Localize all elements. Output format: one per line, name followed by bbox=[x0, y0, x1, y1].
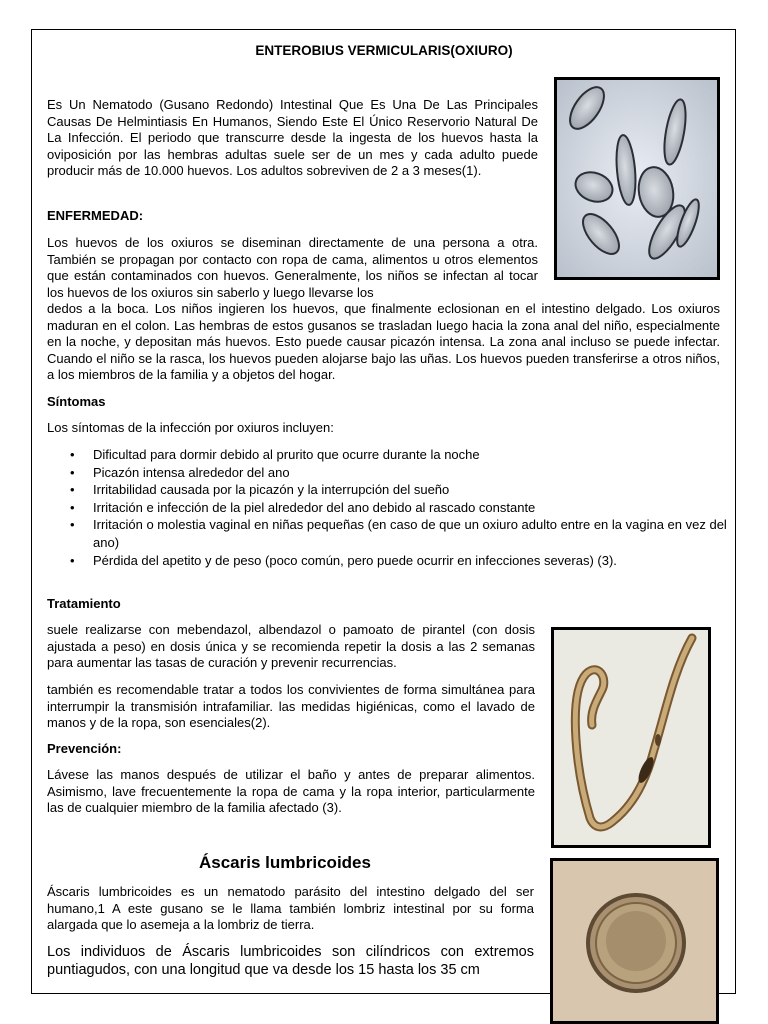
enfermedad-heading: ENFERMEDAD: bbox=[47, 208, 144, 223]
enfermedad-paragraph-top: Los huevos de los oxiuros se diseminan directamente de una persona a otra. También se propagan por contacto con ropa de cama, alimentos u otros elementos que están contaminados con huevos. Generalmente, los niños se infectan al tocar los huevos de los oxiuros sin saberlo y luego llevarse los bbox=[47, 235, 538, 300]
tratamiento-paragraph-2: también es recomendable tratar a todos los convivientes de forma simultánea para interrumpir la transmisión intrafamiliar. las medidas higiénicas, como el lavado de manos y de la ropa, son esenciales(2). bbox=[47, 682, 535, 730]
sintomas-intro: Los síntomas de la infección por oxiuros incluyen: bbox=[47, 420, 334, 435]
ascaris-egg-drawing bbox=[553, 861, 716, 1024]
sintomas-list bbox=[47, 446, 727, 569]
intro-paragraph: Es Un Nematodo (Gusano Redondo) Intestinal Que Es Una De Las Principales Causas De Helmintiasis En Humanos, Siendo Este El Único Reservorio Natural De La Infección. El periodo que transcurre desde la ingesta de los huevos hasta la oviposición por las hembras adultas suele ser de un mes y cada adulto puede producir más de 10.000 huevos. Los adultos sobreviven de 2 a 3 meses(1). bbox=[47, 97, 538, 178]
list-item: • Irritación o molestia vaginal en niñas pequeñas (en caso de que un oxiuro adulto entre en la vagina en vez del ano) bbox=[47, 516, 727, 551]
prevencion-heading: Prevención: bbox=[47, 741, 122, 756]
enfermedad-paragraph-bottom: dedos a la boca. Los niños ingieren los huevos, que finalmente eclosionan en el intestino delgado. Los oxiuros maduran en el colon. Las hembras de estos gusanos se trasladan luego hacia la zona anal del niño, especialmente en la noche, y depositan más huevos. Esto puede causar picazón intensa. La zona anal incluso se puede infectar. Cuando el niño se la rasca, los huevos pueden alojarse bajo las uñas. Los huevos pueden transferirse a otros niños, a los miembros de la familia y a objetos del hogar. bbox=[47, 301, 720, 382]
ascaris-egg-micrograph-image bbox=[550, 858, 719, 1024]
worm-micrograph-image bbox=[551, 627, 711, 848]
document-title: ENTEROBIUS VERMICULARIS(OXIURO) bbox=[255, 43, 513, 58]
prevencion-paragraph: Lávese las manos después de utilizar el baño y antes de preparar alimentos. Asimismo, lave frecuentemente la ropa de cama y la ropa interior, particularmente las de cualquier miembro de la familia afectado (3). bbox=[47, 767, 535, 815]
eggs-micrograph-image bbox=[554, 77, 720, 280]
list-item: • Irritación e infección de la piel alrededor del ano debido al rascado constante bbox=[47, 499, 727, 517]
list-item: • Picazón intensa alrededor del ano bbox=[47, 464, 727, 482]
list-item: • Irritabilidad causada por la picazón y la interrupción del sueño bbox=[47, 481, 727, 499]
ascaris-paragraph-2: Los individuos de Áscaris lumbricoides son cilíndricos con extremos puntiagudos, con una longitud que va desde los 15 hasta los 35 cm bbox=[47, 944, 534, 978]
tratamiento-paragraph-1: suele realizarse con mebendazol, albendazol o pamoato de pirantel (con dosis ajustada a peso) en dosis única y se recomienda repetir la dosis a las 2 semanas para aumentar las tasas de curación y prevenir recurrencias. bbox=[47, 622, 535, 670]
worm-micrograph-drawing bbox=[554, 630, 708, 845]
ascaris-paragraph-1: Áscaris lumbricoides es un nematodo parásito del intestino delgado del ser humano,1 A este gusano se le llama también lombriz intestinal por su forma alargada que lo asemeja a la lombriz de tierra. bbox=[47, 884, 534, 932]
list-item: • Pérdida del apetito y de peso (poco común, pero puede ocurrir en infecciones severas) (3). bbox=[47, 552, 727, 570]
ascaris-title: Áscaris lumbricoides bbox=[199, 853, 371, 872]
sintomas-heading: Síntomas bbox=[47, 394, 106, 409]
list-item: • Dificultad para dormir debido al prurito que ocurre durante la noche bbox=[47, 446, 727, 464]
tratamiento-heading: Tratamiento bbox=[47, 596, 121, 611]
eggs-micrograph-drawing bbox=[557, 80, 717, 277]
